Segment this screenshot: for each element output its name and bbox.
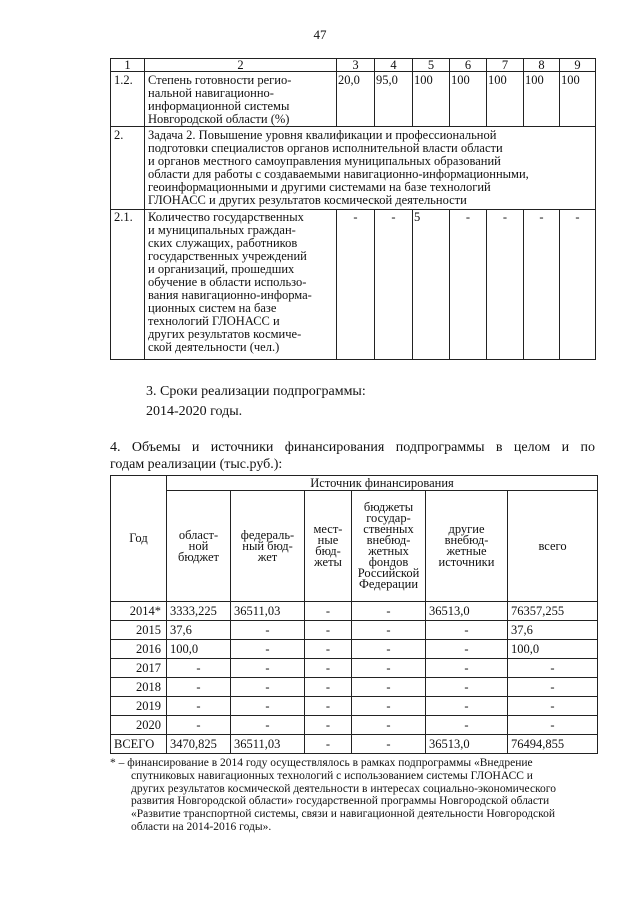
- column-number: 4: [375, 59, 413, 72]
- header-line: жеты: [314, 555, 342, 569]
- section-4-heading: 4. Объемы и источники финансирования подпрограммы в целом и по: [110, 440, 595, 455]
- footnote-line: других результатов космической деятельности в интересах социально-экономического: [131, 782, 556, 795]
- funding-row-2018: [111, 678, 598, 697]
- column-number: 7: [487, 59, 524, 72]
- local-budgets-cell: -: [305, 659, 352, 678]
- funding-row-2017: [111, 659, 598, 678]
- header-line: всего: [538, 538, 567, 553]
- header-line: ные: [317, 533, 339, 547]
- text-line: вания навигационно-информа-: [148, 288, 312, 302]
- header-line: жетные: [446, 544, 487, 558]
- federal-budget-cell: 36511,03: [231, 735, 305, 754]
- column-number: 8: [524, 59, 560, 72]
- footnote-line: развития Новгородской области» государственной программы Новгородской области: [131, 795, 550, 808]
- text-line: других результатов космиче-: [148, 327, 302, 341]
- indicator-value: -: [450, 210, 487, 360]
- text-line: подготовки специалистов органов исполнительной власти области: [148, 141, 503, 155]
- regional-budget-cell: -: [167, 716, 231, 735]
- year-cell: 2019: [111, 697, 167, 716]
- other-sources-cell: 36513,0: [426, 735, 508, 754]
- federal-budget-cell: -: [231, 697, 305, 716]
- header-line: жетных: [368, 544, 409, 558]
- other-sources-cell: -: [426, 697, 508, 716]
- other-sources-cell: -: [426, 621, 508, 640]
- column-number: 5: [413, 59, 450, 72]
- year-cell: 2016: [111, 640, 167, 659]
- header-line: Российской: [357, 566, 420, 580]
- extrabudgetary-funds-cell: -: [352, 716, 426, 735]
- indicator-value: 100: [413, 72, 450, 127]
- indicator-value: -: [524, 210, 560, 360]
- local-budgets-cell: -: [305, 697, 352, 716]
- funding-row-2016: [111, 640, 598, 659]
- text-line: технологий ГЛОНАСС и: [148, 314, 280, 328]
- indicator-value: 100: [450, 72, 487, 127]
- text-line: информационной системы: [148, 99, 290, 113]
- task-row-2: [111, 127, 596, 210]
- task-description: [145, 127, 596, 210]
- regional-budget-cell: -: [167, 678, 231, 697]
- row-number: 2.: [111, 127, 145, 210]
- text-line: Степень готовности регио-: [148, 73, 292, 87]
- indicators-table: [110, 58, 596, 360]
- text-line: Задача 2. Повышение уровня квалификации и профессиональной: [148, 128, 497, 142]
- header-line: внебюд-: [366, 533, 411, 547]
- text-line: нальной навигационно-: [148, 86, 274, 100]
- local-budgets-header: [305, 491, 352, 602]
- extrabudgetary-funds-cell: -: [352, 621, 426, 640]
- indicator-value: 100: [524, 72, 560, 127]
- header-line: источники: [438, 555, 495, 569]
- funding-row-2014: [111, 602, 598, 621]
- other-sources-cell: -: [426, 716, 508, 735]
- funding-subheader-row: [111, 491, 598, 602]
- header-line: жет: [257, 549, 278, 564]
- year-cell: 2017: [111, 659, 167, 678]
- text-line: государственных учреждений: [148, 249, 307, 263]
- federal-budget-cell: -: [231, 640, 305, 659]
- header-line: федераль-: [240, 527, 295, 542]
- federal-budget-header: [231, 491, 305, 602]
- source-header: Источник финансирования: [167, 476, 598, 491]
- column-number: 9: [560, 59, 596, 72]
- section-4-heading-cont: годам реализации (тыс.руб.):: [110, 457, 283, 472]
- header-line: внебюд-: [444, 533, 489, 547]
- text-line: Новгородской области (%): [148, 112, 290, 126]
- regional-budget-cell: 100,0: [167, 640, 231, 659]
- federal-budget-cell: 36511,03: [231, 602, 305, 621]
- header-line: фондов: [368, 555, 409, 569]
- year-header: Год: [111, 476, 167, 602]
- other-sources-cell: 36513,0: [426, 602, 508, 621]
- indicator-value: -: [487, 210, 524, 360]
- extrabudgetary-funds-cell: -: [352, 735, 426, 754]
- footnote-line: * – финансирование в 2014 году осуществлялось в рамках подпрограммы «Внедрение: [110, 757, 533, 769]
- funding-row-2020: [111, 716, 598, 735]
- header-line: ственных: [363, 522, 414, 536]
- year-cell: 2018: [111, 678, 167, 697]
- other-sources-cell: -: [426, 659, 508, 678]
- row-number: 1.2.: [111, 72, 145, 127]
- funding-row-2019: [111, 697, 598, 716]
- other-sources-header: [426, 491, 508, 602]
- total-cell: 37,6: [508, 621, 598, 640]
- year-cell: 2020: [111, 716, 167, 735]
- footnote-line: области на 2014-2016 годы».: [131, 820, 272, 833]
- local-budgets-cell: -: [305, 640, 352, 659]
- indicator-value: 100: [560, 72, 596, 127]
- text-line: и муниципальных граждан-: [148, 223, 296, 237]
- header-line: Федерации: [358, 577, 419, 591]
- total-cell: -: [508, 659, 598, 678]
- text-line: ционных систем на базе: [148, 301, 277, 315]
- footnote-line: «Развитие транспортной системы, связи и навигационной деятельности Новгородской: [131, 808, 556, 821]
- column-number: 3: [337, 59, 375, 72]
- regional-budget-cell: 3333,225: [167, 602, 231, 621]
- regional-budget-cell: 37,6: [167, 621, 231, 640]
- text-line: ГЛОНАСС и других результатов космической деятельности: [148, 193, 467, 207]
- total-cell: -: [508, 716, 598, 735]
- indicator-name: [145, 210, 337, 360]
- header-line: мест-: [313, 522, 343, 536]
- indicators-header-row: [111, 59, 596, 72]
- footnote: [110, 757, 600, 834]
- local-budgets-cell: -: [305, 716, 352, 735]
- extrabudgetary-funds-header: [352, 491, 426, 602]
- text-line: ской деятельности (чел.): [148, 340, 280, 354]
- total-cell: -: [508, 697, 598, 716]
- regional-budget-cell: -: [167, 659, 231, 678]
- indicator-value: 95,0: [375, 72, 413, 127]
- federal-budget-cell: -: [231, 678, 305, 697]
- federal-budget-cell: -: [231, 621, 305, 640]
- header-line: бюджеты: [363, 500, 414, 514]
- indicator-value: -: [337, 210, 375, 360]
- funding-header-row: [111, 476, 598, 491]
- federal-budget-cell: -: [231, 659, 305, 678]
- total-cell: 76357,255: [508, 602, 598, 621]
- local-budgets-cell: -: [305, 735, 352, 754]
- indicator-value: -: [375, 210, 413, 360]
- extrabudgetary-funds-cell: -: [352, 697, 426, 716]
- text-line: геоинформационными и другими системами на базе технологий: [148, 180, 491, 194]
- local-budgets-cell: -: [305, 678, 352, 697]
- text-line: и органов местного самоуправления муниципальных образований: [148, 154, 501, 168]
- total-cell: -: [508, 678, 598, 697]
- header-line: област-: [178, 527, 219, 542]
- year-cell: ВСЕГО: [111, 735, 167, 754]
- column-number: 2: [145, 59, 337, 72]
- local-budgets-cell: -: [305, 602, 352, 621]
- header-line: бюджет: [178, 549, 219, 564]
- extrabudgetary-funds-cell: -: [352, 678, 426, 697]
- regional-budget-cell: -: [167, 697, 231, 716]
- regional-budget-cell: 3470,825: [167, 735, 231, 754]
- column-number: 1: [111, 59, 145, 72]
- funding-row-2015: [111, 621, 598, 640]
- text-line: и организаций, прошедших: [148, 262, 295, 276]
- year-cell: 2014*: [111, 602, 167, 621]
- total-header: [508, 491, 598, 602]
- indicator-row-2-1: [111, 210, 596, 360]
- extrabudgetary-funds-cell: -: [352, 659, 426, 678]
- text-line: Количество государственных: [148, 210, 304, 224]
- header-line: ной: [188, 538, 209, 553]
- section-3-heading: 3. Сроки реализации подпрограммы:: [146, 384, 366, 399]
- indicator-value: 100: [487, 72, 524, 127]
- footnote-line: спутниковых навигационных технологий с использованием системы ГЛОНАСС и: [131, 769, 533, 782]
- local-budgets-cell: -: [305, 621, 352, 640]
- text-line: области для работы с создаваемыми навигационно-информационными,: [148, 167, 529, 181]
- header-line: государ-: [366, 511, 411, 525]
- text-line: ских служащих, работников: [148, 236, 298, 250]
- header-line: бюд-: [315, 544, 341, 558]
- indicator-value: -: [560, 210, 596, 360]
- year-cell: 2015: [111, 621, 167, 640]
- total-cell: 76494,855: [508, 735, 598, 754]
- regional-budget-header: [167, 491, 231, 602]
- indicator-value: 5: [413, 210, 450, 360]
- header-line: другие: [448, 522, 485, 536]
- other-sources-cell: -: [426, 640, 508, 659]
- funding-row-total: [111, 735, 598, 754]
- indicator-name: [145, 72, 337, 127]
- indicator-value: 20,0: [337, 72, 375, 127]
- row-number: 2.1.: [111, 210, 145, 360]
- funding-table: [110, 475, 598, 754]
- column-number: 6: [450, 59, 487, 72]
- other-sources-cell: -: [426, 678, 508, 697]
- header-line: ный бюд-: [242, 538, 293, 553]
- extrabudgetary-funds-cell: -: [352, 640, 426, 659]
- page-number: 47: [313, 27, 327, 42]
- section-3-text: 2014-2020 годы.: [146, 404, 243, 419]
- extrabudgetary-funds-cell: -: [352, 602, 426, 621]
- total-cell: 100,0: [508, 640, 598, 659]
- text-line: обучение в области использо-: [148, 275, 307, 289]
- indicator-row-1-2: [111, 72, 596, 127]
- federal-budget-cell: -: [231, 716, 305, 735]
